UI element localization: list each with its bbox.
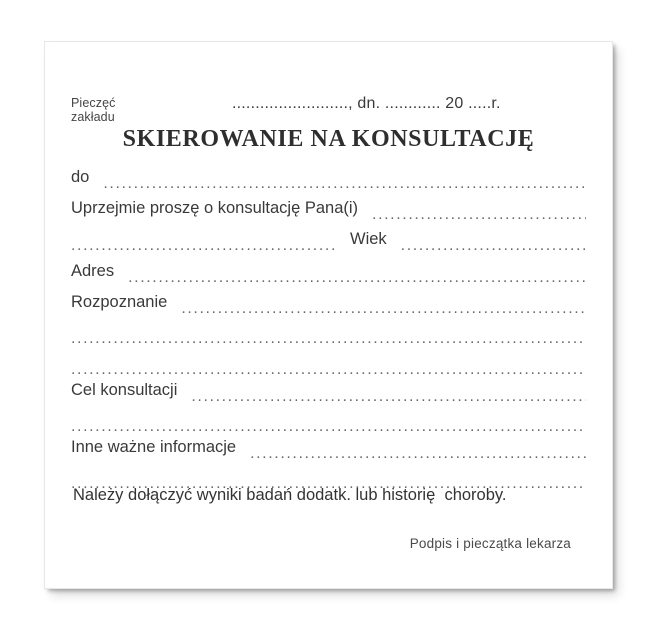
field-fill-wiek[interactable] [401, 238, 586, 252]
field-fill-rozpoznanie-line2[interactable] [71, 332, 586, 344]
field-row-uprzejmie-prosze [71, 199, 586, 221]
field-label-do: do [71, 168, 90, 186]
field-label-rozpoznanie: Rozpoznanie [71, 293, 168, 311]
field-fill-cel-konsultacji-line2[interactable] [71, 420, 586, 432]
field-fill-cel-konsultacji[interactable] [191, 389, 586, 403]
field-row-do [71, 168, 586, 190]
institution-stamp-label [71, 96, 115, 124]
signature-caption: Podpis i pieczątka lekarza [409, 536, 571, 551]
field-fill-rozpoznanie-line3[interactable] [71, 363, 586, 375]
institution-stamp-label-line1: Pieczęć [71, 96, 116, 110]
field-fill-inne-wazne-informacje[interactable] [250, 446, 586, 460]
field-label-cel-konsultacji: Cel konsultacji [71, 381, 178, 399]
field-row-cel-konsultacji [71, 381, 586, 403]
field-fill-adres[interactable] [128, 270, 586, 284]
field-row-wiek [71, 230, 586, 252]
field-fill-rozpoznanie[interactable] [181, 301, 586, 315]
field-row-inne-wazne-informacje [71, 438, 586, 460]
field-label-adres: Adres [71, 262, 115, 280]
date-field-line: ........................., dn. ............ 20 .....r. [232, 95, 501, 112]
page-title: SKIEROWANIE NA KONSULTACJĘ [122, 126, 535, 152]
field-row-rozpoznanie [71, 293, 586, 315]
attachment-note: Należy dołączyć wyniki badań dodatk. lub historię choroby. [73, 486, 507, 504]
field-label-inne-wazne-informacje: Inne ważne informacje [71, 438, 237, 456]
referral-form-card [45, 42, 612, 588]
field-row-adres [71, 262, 586, 284]
field-fill-uprzejmie-prosze[interactable] [372, 207, 586, 221]
field-fill-do[interactable] [103, 176, 586, 190]
institution-stamp-label-line2: zakładu [71, 110, 115, 124]
field-fill-patient-name-continued[interactable] [71, 238, 336, 252]
field-label-wiek: Wiek [350, 230, 387, 248]
field-label-uprzejmie-prosze: Uprzejmie proszę o konsultację Pana(i) [71, 199, 359, 217]
